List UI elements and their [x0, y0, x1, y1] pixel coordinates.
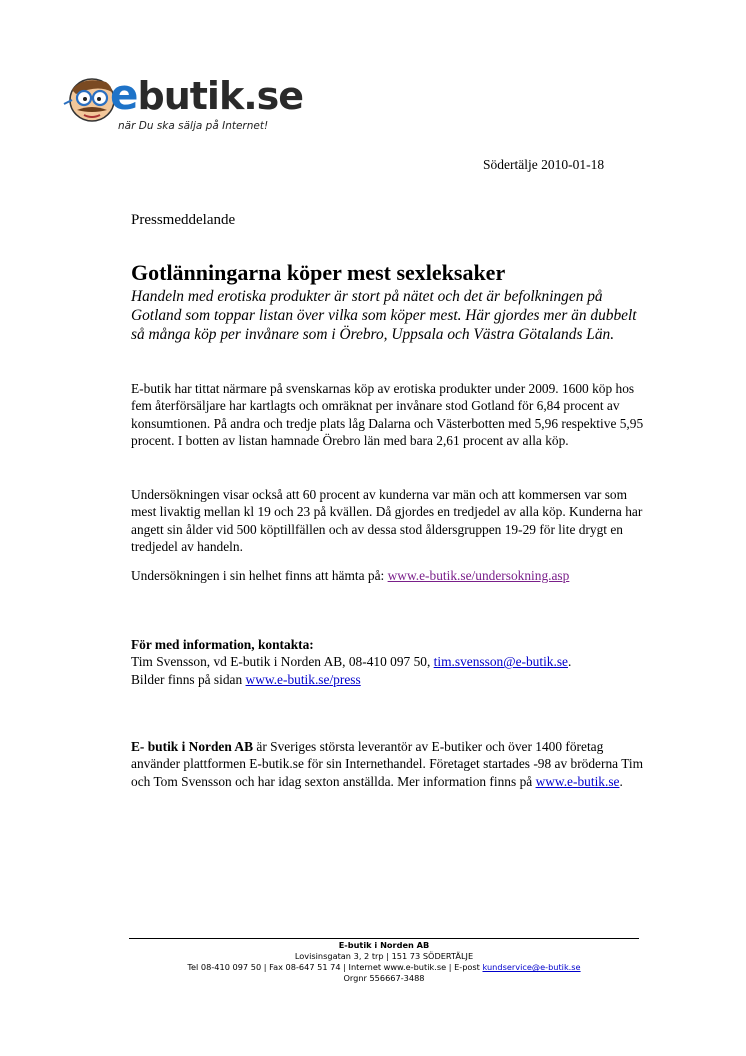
body-paragraph-3: [131, 567, 651, 584]
contact-email-link[interactable]: tim.svensson@e-butik.se: [433, 654, 568, 670]
press-link[interactable]: www.e-butik.se/press: [245, 671, 361, 687]
footer-orgnr: Orgnr 556667-3488: [343, 973, 425, 983]
contact-line-end: .: [568, 654, 572, 670]
logo-tagline: när Du ska sälja på Internet!: [118, 120, 269, 132]
press-date: Södertälje 2010-01-18: [483, 157, 605, 172]
body-paragraph-2: Undersökningen visar också att 60 procent av kunderna var män och att kommersen var som mest livaktig mellan kl 19 och 23 på kvällen. Då gjordes en tredjedel av alla köp. Kunderna har angett sin ålder vid 500 köptillfällen och av dessa stod åldersgruppen 19-29 för lite drygt en tredjedel av handeln.: [131, 487, 643, 554]
press-images-line: [131, 671, 651, 688]
press-images-text: Bilder finns på sidan: [131, 671, 246, 687]
footer-divider: [129, 938, 639, 939]
footer-address: Lovisinsgatan 3, 2 trp | 151 73 SÖDERTÄLJE: [294, 951, 474, 961]
about-company-name: E- butik i Norden AB: [131, 739, 254, 754]
contact-person: Tim Svensson, vd E-butik i Norden AB, 08-410 097 50,: [131, 654, 434, 670]
logo-rest: butik.se: [137, 74, 304, 118]
about-text: är Sveriges största leverantör av E-butiker och över 1400 företag använder plattformen E-butik.se för sin Internethandel. Företaget startades -98 av bröderna Tim och Tom Svensson och har idag sexton anställda. Mer information finns på: [131, 739, 644, 789]
ingress: Handeln med erotiska produkter är stort på nätet och det är befolkningen på Gotland som toppar listan över vilka som köper mest. Här gjordes mer än dubbelt så många köp per invånare som i Örebro, Uppsala och Västra Götalands Län.: [131, 288, 637, 343]
company-logo: [62, 72, 302, 144]
contact-heading: För med information, kontakta:: [131, 637, 314, 652]
footer-contact-text: Tel 08-410 097 50 | Fax 08-647 51 74 | Internet www.e-butik.se | E-post: [187, 962, 483, 972]
document-label: Pressmeddelande: [131, 212, 236, 228]
about-website-link[interactable]: www.e-butik.se: [535, 773, 620, 789]
contact-line: [131, 653, 651, 670]
headline: Gotlänningarna köper mest sexleksaker: [131, 260, 506, 285]
footer-contact: [129, 962, 639, 973]
logo-e: e: [110, 70, 138, 119]
about-end: .: [619, 773, 623, 789]
survey-text: Undersökningen i sin helhet finns att hämta på:: [131, 568, 388, 583]
about-company: [131, 738, 651, 790]
contact-block: [131, 636, 651, 688]
body-paragraph-1: E-butik har tittat närmare på svenskarnas köp av erotiska produkter under 2009. 1600 köp hos fem återförsäljare har kartlagts och omräknat per invånare stod Gotland för 6,84 procent av konsumtionen. På andra och tredje plats låg Dalarna och Västerbotten med 5,96 respektive 5,95 procent. I botten av listan hamnade Örebro län med bara 2,61 procent av alla köp.: [131, 381, 644, 448]
logo-wordmark: [110, 72, 303, 119]
footer: [129, 940, 639, 984]
survey-link[interactable]: www.e-butik.se/undersokning.asp: [387, 568, 570, 583]
footer-company: E-butik i Norden AB: [338, 940, 430, 950]
footer-email-link[interactable]: kundservice@e-butik.se: [482, 962, 581, 972]
